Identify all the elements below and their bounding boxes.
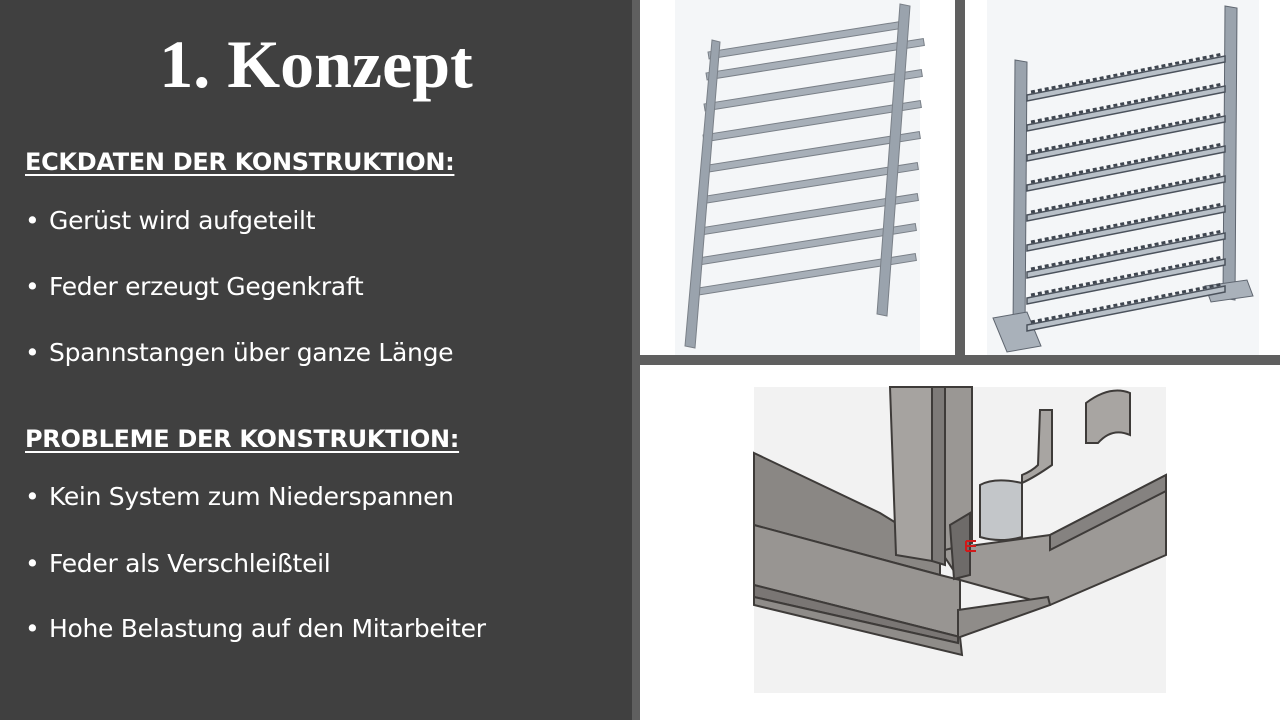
- bullet-item: • Hohe Belastung auf den Mitarbeiter: [25, 614, 486, 643]
- slide-title: 1. Konzept: [159, 26, 473, 102]
- bullet-item: • Feder erzeugt Gegenkraft: [25, 272, 364, 301]
- panel-divider: [955, 0, 965, 355]
- spring-detail-image: [640, 365, 1280, 720]
- rack-with-hooks-image: [965, 0, 1280, 355]
- section-heading-eckdaten: ECKDATEN DER KONSTRUKTION:: [25, 148, 455, 176]
- section-heading-probleme: PROBLEME DER KONSTRUKTION:: [25, 425, 460, 453]
- text-panel: [0, 0, 632, 720]
- bullet-item: • Feder als Verschleißteil: [25, 549, 331, 578]
- panel-divider: [632, 0, 640, 720]
- bullet-item: • Spannstangen über ganze Länge: [25, 338, 454, 367]
- ladder-frame-image: [640, 0, 955, 355]
- panel-divider: [640, 355, 1280, 365]
- bullet-item: • Gerüst wird aufgeteilt: [25, 206, 316, 235]
- bullet-item: • Kein System zum Niederspannen: [25, 482, 454, 511]
